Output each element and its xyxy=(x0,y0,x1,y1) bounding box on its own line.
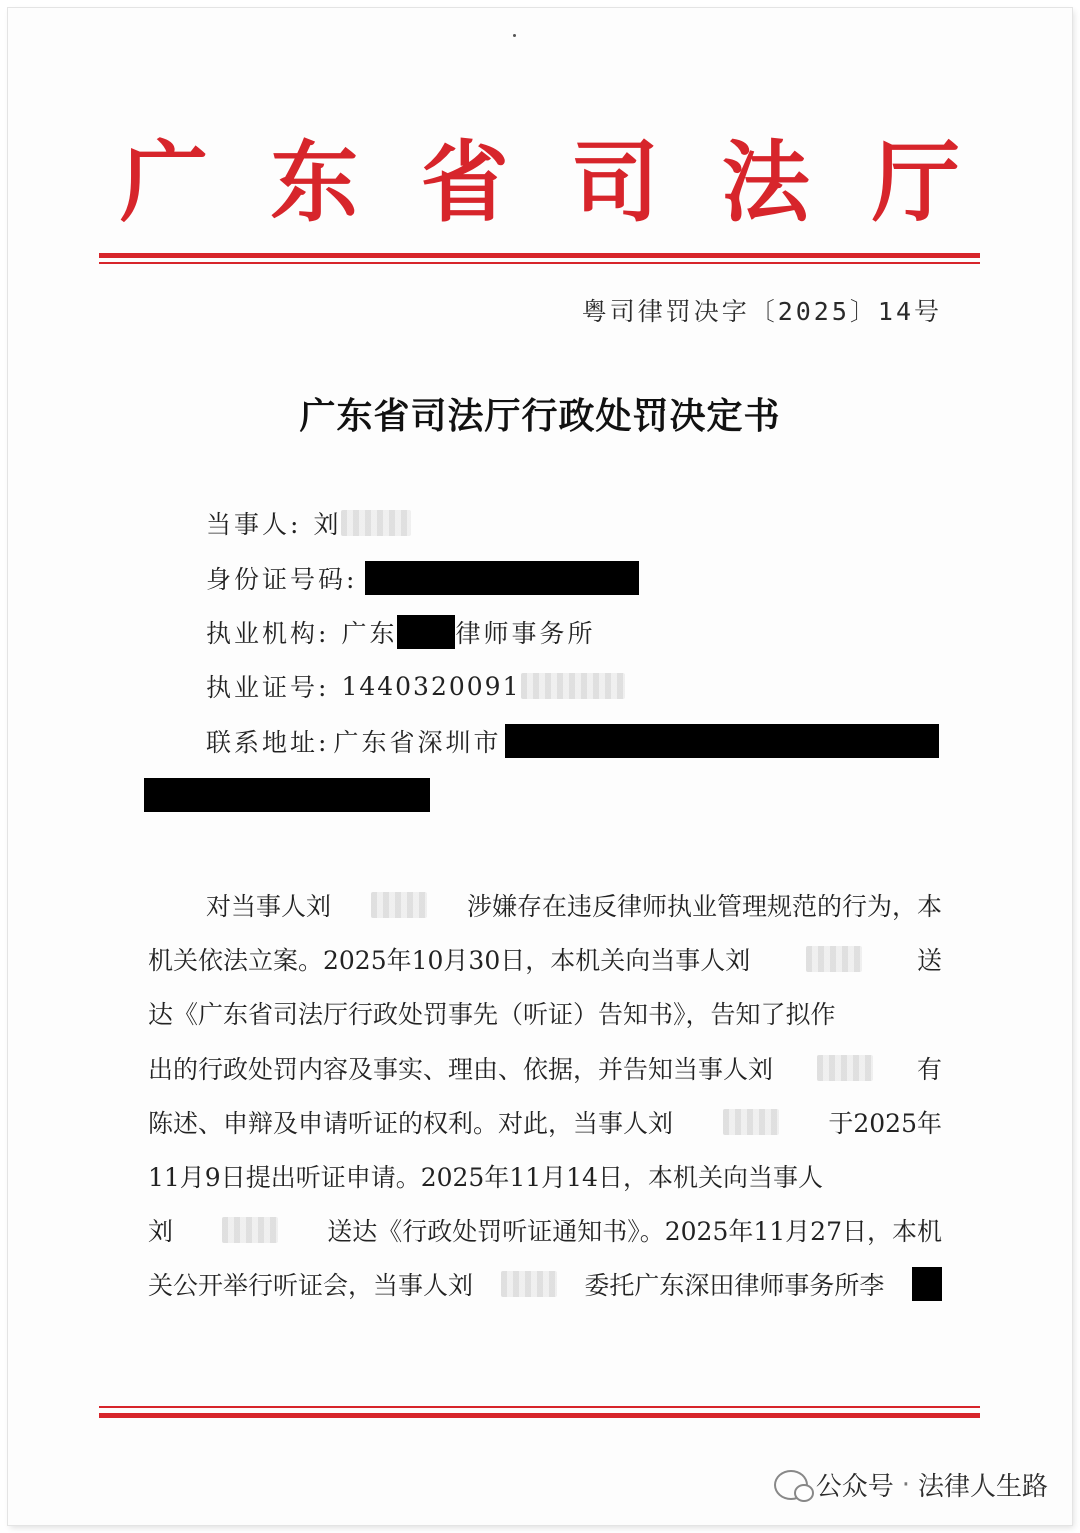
body-text: 达《广东省司法厅行政处罚事先（听证）告知书》，告知了拟作 xyxy=(148,1000,836,1029)
body-line xyxy=(148,1158,942,1194)
body-text: 机关依法立案。2025年10月30日，本机关向当事人刘 xyxy=(148,946,751,975)
agency-letterhead xyxy=(120,130,960,234)
field-label: 执业证号: xyxy=(206,673,330,702)
watermark-prefix: 公众号 xyxy=(815,1472,894,1502)
field-value: 1440320091 xyxy=(341,671,521,701)
redaction-bar xyxy=(144,778,430,812)
body-line xyxy=(148,1104,942,1140)
field-firm xyxy=(206,615,595,649)
letterhead-char: 厅 xyxy=(871,130,960,234)
body-text: 对当事人刘 xyxy=(206,892,332,921)
redaction-bar xyxy=(397,615,455,649)
document-title: 广东省司法厅行政处罚决定书 xyxy=(299,395,781,437)
wechat-watermark xyxy=(774,1466,1048,1503)
body-line xyxy=(148,1050,942,1086)
blurred-name xyxy=(723,1109,779,1135)
redaction-bar xyxy=(912,1267,942,1301)
field-value: 刘 xyxy=(313,510,342,539)
field-value: 广东 xyxy=(341,619,398,648)
header-rule-thick xyxy=(99,253,980,258)
field-label: 执业机构: xyxy=(206,619,330,648)
field-label: 联系地址: xyxy=(206,728,330,757)
redaction-bar xyxy=(505,724,939,758)
field-value: 广东省深圳市 xyxy=(333,728,502,757)
watermark-separator: · xyxy=(901,1469,910,1500)
blurred-name xyxy=(371,892,427,918)
field-label: 当事人: xyxy=(206,510,302,539)
letterhead-char: 东 xyxy=(270,130,359,234)
body-line xyxy=(148,1266,942,1302)
footer-rule-thin xyxy=(99,1406,980,1408)
field-label: 身份证号码: xyxy=(206,565,358,594)
scan-speck xyxy=(513,34,516,37)
field-address xyxy=(206,724,939,758)
field-party xyxy=(206,506,411,540)
blurred-name xyxy=(817,1055,873,1081)
footer-rule-thick xyxy=(99,1413,980,1418)
redaction-bar xyxy=(365,561,639,595)
letterhead-char: 法 xyxy=(721,130,810,234)
body-line xyxy=(148,941,942,977)
body-text: 涉嫌存在违反律师执业管理规范的行为，本 xyxy=(466,892,942,921)
body-text: 出的行政处罚内容及事实、理由、依据，并告知当事人刘 xyxy=(148,1055,774,1084)
body-text: 送达《行政处罚听证通知书》。2025年11月27日，本机 xyxy=(327,1217,942,1246)
body-text: 有 xyxy=(916,1055,942,1084)
body-text: 送 xyxy=(916,946,942,975)
field-license xyxy=(206,669,625,703)
body-text: 委托广东深田律师事务所李 xyxy=(584,1271,885,1300)
letterhead-char: 省 xyxy=(420,130,509,234)
watermark-name: 法律人生路 xyxy=(917,1472,1048,1502)
body-line xyxy=(206,887,942,923)
body-text: 于2025年 xyxy=(828,1109,942,1138)
body-text: 刘 xyxy=(148,1217,174,1246)
body-line xyxy=(148,995,942,1031)
letterhead-char: 司 xyxy=(571,130,660,234)
letterhead-char: 广 xyxy=(120,130,209,234)
blurred-name xyxy=(341,510,411,536)
field-value: 律师事务所 xyxy=(455,619,596,648)
document-number: 粤司律罚决字〔2025〕14号 xyxy=(581,297,942,326)
blurred-name xyxy=(501,1271,557,1297)
field-id-number xyxy=(206,561,639,595)
body-text: 关公开举行听证会，当事人刘 xyxy=(148,1271,474,1300)
body-text: 11月9日提出听证申请。2025年11月14日，本机关向当事人 xyxy=(148,1163,823,1192)
body-line xyxy=(148,1212,942,1248)
blurred-digits xyxy=(521,673,625,699)
wechat-icon xyxy=(774,1470,808,1500)
blurred-name xyxy=(806,946,862,972)
blurred-name xyxy=(222,1217,278,1243)
header-rule-thin xyxy=(99,262,980,264)
body-text: 陈述、申辩及申请听证的权利。对此，当事人刘 xyxy=(148,1109,674,1138)
